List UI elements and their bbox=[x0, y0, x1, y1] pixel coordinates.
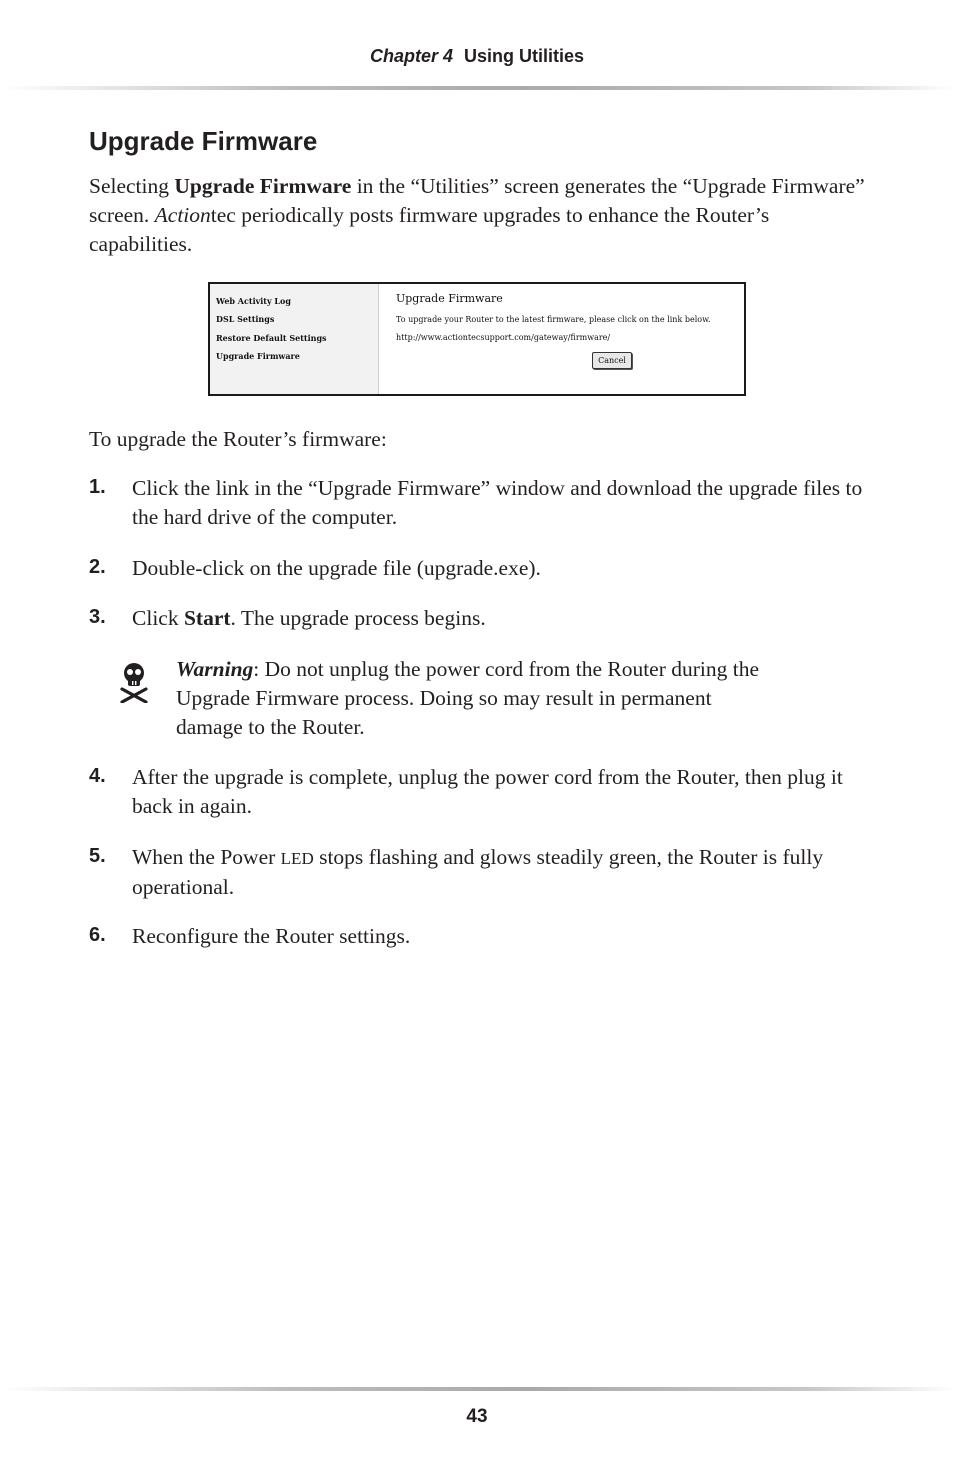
warning-body: : Do not unplug the power cord from the Router during the Upgrade Firmware process. Doing so may result in permanent damage to the Router. bbox=[176, 657, 760, 739]
step-number: 1. bbox=[89, 476, 106, 498]
upgrade-firmware-panel bbox=[379, 284, 744, 394]
warning-label: Warning bbox=[176, 657, 254, 681]
firmware-download-link[interactable]: http://www.actiontecsupport.com/gateway/firmware/ bbox=[396, 333, 611, 342]
skull-crossbones-icon bbox=[118, 661, 150, 703]
chapter-number: Chapter 4 bbox=[369, 46, 453, 66]
step-number: 6. bbox=[89, 924, 106, 946]
intro-text-2: in the “Utilities” screen generates the “Upgrade Firmware” screen. bbox=[89, 174, 865, 227]
intro-text-1: Selecting bbox=[89, 174, 175, 198]
utilities-menu bbox=[210, 284, 379, 394]
step-text: Reconfigure the Router settings. bbox=[132, 924, 411, 948]
step-text-pre: Click bbox=[132, 606, 184, 630]
step-text-led: LED bbox=[280, 849, 314, 868]
intro-italic: Action bbox=[154, 203, 211, 227]
step-number: 4. bbox=[89, 765, 106, 787]
step-text: Click the link in the “Upgrade Firmware” window and download the upgrade files to the hard drive of the computer. bbox=[132, 476, 863, 529]
step-text-bold: Start bbox=[183, 606, 231, 630]
step-text bbox=[132, 604, 867, 633]
step-number: 3. bbox=[89, 606, 106, 628]
chapter-title: Using Utilities bbox=[464, 46, 585, 66]
upgrade-firmware-screenshot bbox=[208, 282, 746, 396]
page-number: 43 bbox=[466, 1406, 488, 1427]
menu-item-dsl-settings[interactable]: DSL Settings bbox=[216, 314, 275, 324]
menu-item-web-activity-log[interactable]: Web Activity Log bbox=[216, 296, 291, 306]
menu-item-restore-default-settings[interactable]: Restore Default Settings bbox=[216, 333, 327, 343]
intro-paragraph bbox=[89, 172, 869, 259]
step-text: After the upgrade is complete, unplug the power cord from the Router, then plug it back in again. bbox=[132, 765, 843, 818]
panel-title: Upgrade Firmware bbox=[396, 292, 503, 305]
step-text-post: . The upgrade process begins. bbox=[230, 606, 486, 630]
cancel-button[interactable]: Cancel bbox=[592, 352, 632, 369]
steps-lead: To upgrade the Router’s firmware: bbox=[89, 427, 387, 451]
header-rule bbox=[0, 86, 954, 90]
step-text bbox=[132, 843, 867, 902]
panel-description: To upgrade your Router to the latest firmware, please click on the link below. bbox=[396, 315, 711, 324]
section-title: Upgrade Firmware bbox=[89, 126, 318, 156]
footer-rule bbox=[0, 1387, 954, 1391]
intro-bold: Upgrade Firmware bbox=[174, 174, 352, 198]
step-text-post: stops flashing and glows steadily green, the Router is fully operational. bbox=[132, 845, 824, 899]
intro-text-3: tec periodically posts firmware upgrades to enhance the Router’s capabilities. bbox=[89, 203, 770, 256]
warning-text bbox=[176, 655, 776, 742]
step-text-pre: When the Power bbox=[132, 845, 281, 869]
running-header bbox=[0, 46, 954, 67]
menu-item-upgrade-firmware[interactable]: Upgrade Firmware bbox=[216, 351, 300, 361]
step-number: 5. bbox=[89, 845, 106, 867]
step-number: 2. bbox=[89, 556, 106, 578]
step-text: Double-click on the upgrade file (upgrade.exe). bbox=[132, 556, 541, 580]
